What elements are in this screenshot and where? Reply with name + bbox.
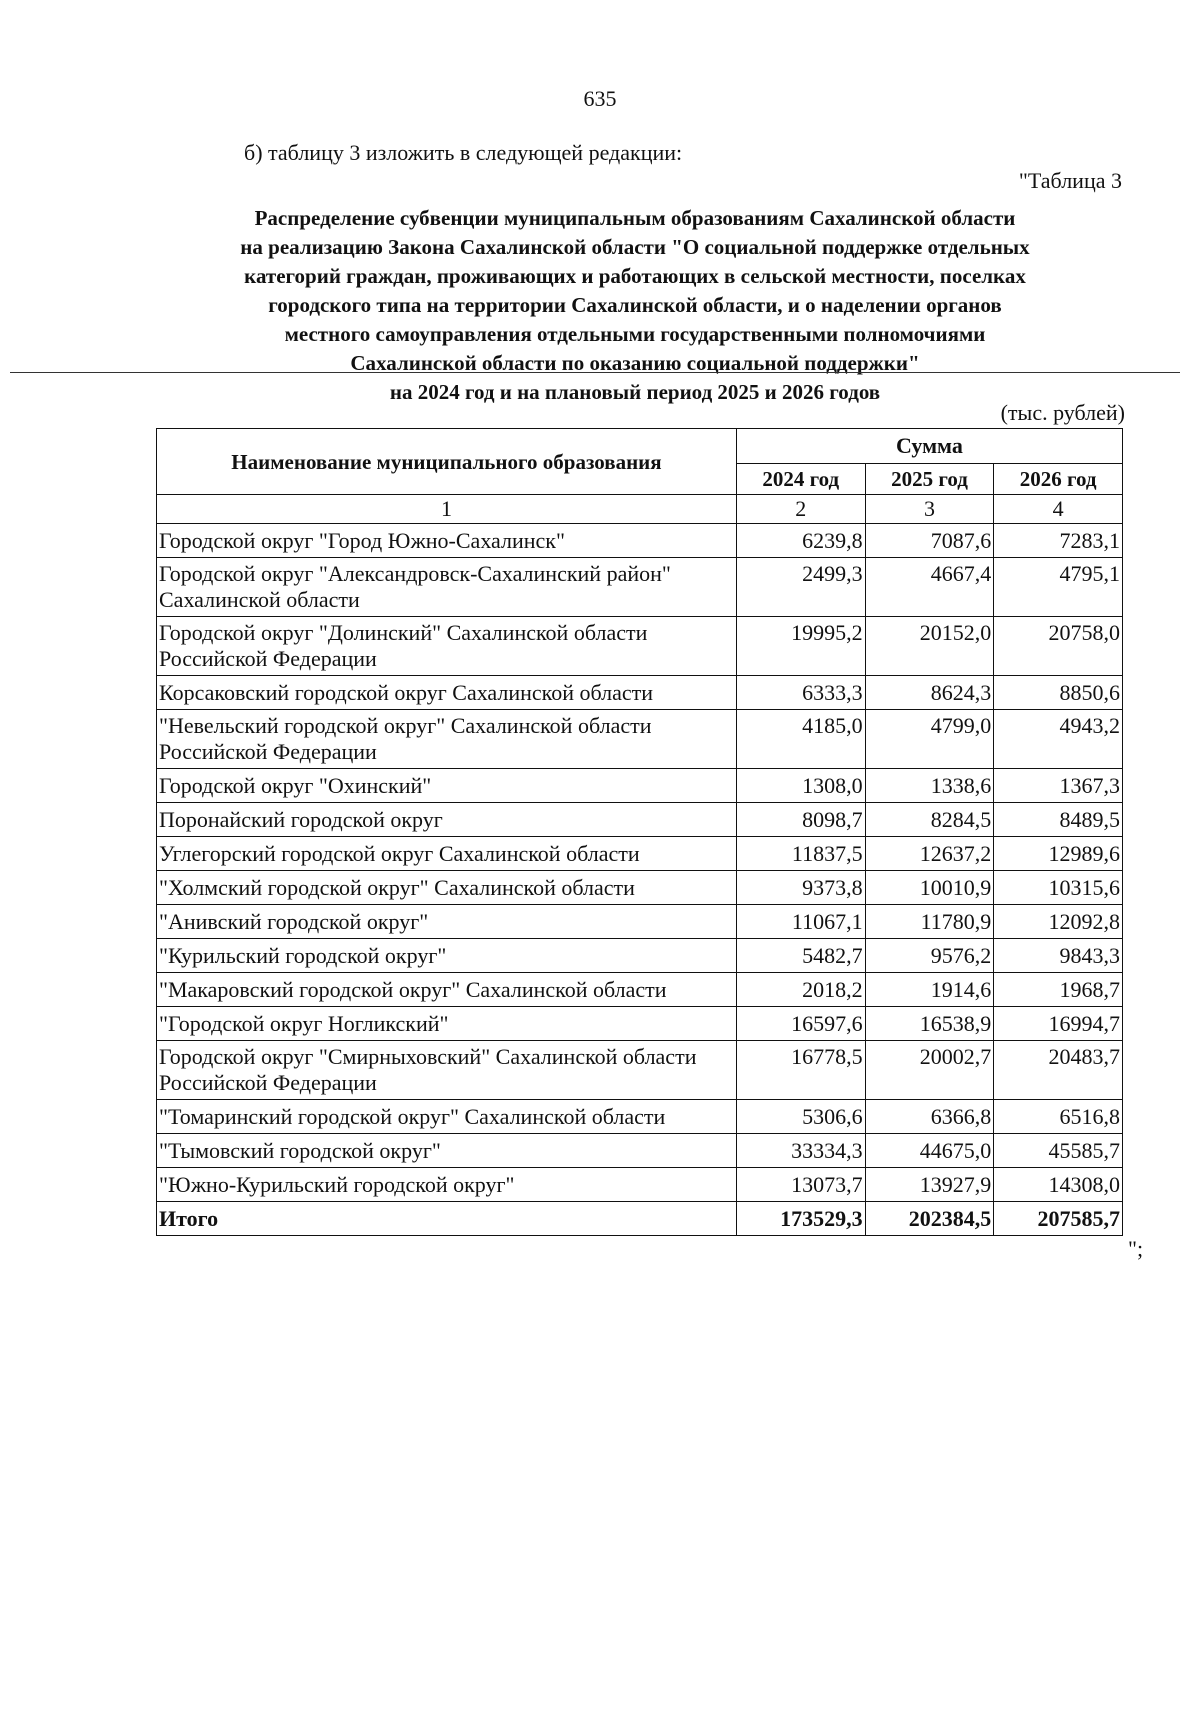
horizontal-rule bbox=[10, 372, 1180, 373]
value-2026: 16994,7 bbox=[994, 1007, 1123, 1041]
total-label: Итого bbox=[157, 1202, 737, 1236]
value-2026: 45585,7 bbox=[994, 1134, 1123, 1168]
value-2026: 1968,7 bbox=[994, 973, 1123, 1007]
row-name: "Тымовский городской округ" bbox=[157, 1134, 737, 1168]
value-2024: 11837,5 bbox=[736, 837, 865, 871]
value-2025: 8624,3 bbox=[865, 676, 994, 710]
closing-quote: "; bbox=[1128, 1236, 1144, 1261]
value-2026: 12092,8 bbox=[994, 905, 1123, 939]
title-line: на реализацию Закона Сахалинской области "О социальной поддержке отдельных bbox=[240, 235, 1030, 259]
table-row bbox=[157, 710, 1123, 769]
value-2025: 44675,0 bbox=[865, 1134, 994, 1168]
row-name: "Южно-Курильский городской округ" bbox=[157, 1168, 737, 1202]
value-2026: 7283,1 bbox=[994, 524, 1123, 558]
value-2024: 2018,2 bbox=[736, 973, 865, 1007]
value-2024: 8098,7 bbox=[736, 803, 865, 837]
header-sum: Сумма bbox=[736, 429, 1122, 464]
table-row bbox=[157, 973, 1123, 1007]
value-2024: 4185,0 bbox=[736, 710, 865, 769]
table-row bbox=[157, 1168, 1123, 1202]
value-2026: 6516,8 bbox=[994, 1100, 1123, 1134]
value-2024: 13073,7 bbox=[736, 1168, 865, 1202]
row-name: "Томаринский городской округ" Сахалинской области bbox=[157, 1100, 737, 1134]
value-2024: 9373,8 bbox=[736, 871, 865, 905]
total-row bbox=[157, 1202, 1123, 1236]
intro-text: б) таблицу 3 изложить в следующей редакции: bbox=[244, 140, 683, 165]
row-name: Поронайский городской округ bbox=[157, 803, 737, 837]
value-2024: 6239,8 bbox=[736, 524, 865, 558]
value-2025: 4667,4 bbox=[865, 558, 994, 617]
value-2025: 7087,6 bbox=[865, 524, 994, 558]
header-year-2024: 2024 год bbox=[736, 464, 865, 495]
value-2024: 1308,0 bbox=[736, 769, 865, 803]
subvention-table bbox=[156, 428, 1123, 1236]
value-2024: 16778,5 bbox=[736, 1041, 865, 1100]
row-name: Городской округ "Охинский" bbox=[157, 769, 737, 803]
title-line: Распределение субвенции муниципальным образованиям Сахалинской области bbox=[254, 206, 1016, 230]
value-2024: 5306,6 bbox=[736, 1100, 865, 1134]
value-2025: 13927,9 bbox=[865, 1168, 994, 1202]
row-name: Городской округ "Смирныховский" Сахалинской области Российской Федерации bbox=[157, 1041, 737, 1100]
value-2026: 9843,3 bbox=[994, 939, 1123, 973]
title-line: городского типа на территории Сахалинской области, и о наделении органов bbox=[268, 293, 1002, 317]
column-number: 2 bbox=[736, 495, 865, 524]
row-name: Городской округ "Долинский" Сахалинской области Российской Федерации bbox=[157, 617, 737, 676]
table-row bbox=[157, 524, 1123, 558]
value-2026: 4943,2 bbox=[994, 710, 1123, 769]
value-2025: 20152,0 bbox=[865, 617, 994, 676]
table-row bbox=[157, 1041, 1123, 1100]
table-row bbox=[157, 1100, 1123, 1134]
value-2026: 8850,6 bbox=[994, 676, 1123, 710]
total-2024: 173529,3 bbox=[736, 1202, 865, 1236]
table-row bbox=[157, 871, 1123, 905]
value-2024: 33334,3 bbox=[736, 1134, 865, 1168]
table-row bbox=[157, 905, 1123, 939]
title-line: на 2024 год и на плановый период 2025 и 2026 годов bbox=[389, 380, 881, 404]
value-2026: 20483,7 bbox=[994, 1041, 1123, 1100]
value-2024: 11067,1 bbox=[736, 905, 865, 939]
value-2025: 1914,6 bbox=[865, 973, 994, 1007]
column-number: 3 bbox=[865, 495, 994, 524]
row-name: Городской округ "Город Южно-Сахалинск" bbox=[157, 524, 737, 558]
table-body bbox=[157, 524, 1123, 1236]
value-2025: 12637,2 bbox=[865, 837, 994, 871]
table-row bbox=[157, 558, 1123, 617]
row-name: "Курильский городской округ" bbox=[157, 939, 737, 973]
table-row bbox=[157, 1007, 1123, 1041]
value-2025: 4799,0 bbox=[865, 710, 994, 769]
row-name: Городской округ "Александровск-Сахалинский район" Сахалинской области bbox=[157, 558, 737, 617]
table-row bbox=[157, 1134, 1123, 1168]
value-2024: 19995,2 bbox=[736, 617, 865, 676]
total-2025: 202384,5 bbox=[865, 1202, 994, 1236]
table-reference: "Таблица 3 bbox=[1018, 168, 1122, 193]
table-row bbox=[157, 939, 1123, 973]
column-number: 4 bbox=[994, 495, 1123, 524]
table-row bbox=[157, 803, 1123, 837]
table-row bbox=[157, 617, 1123, 676]
value-2025: 20002,7 bbox=[865, 1041, 994, 1100]
table-row bbox=[157, 676, 1123, 710]
row-name: "Макаровский городской округ" Сахалинской области bbox=[157, 973, 737, 1007]
value-2025: 16538,9 bbox=[865, 1007, 994, 1041]
title-line: местного самоуправления отдельными государственными полномочиями bbox=[284, 322, 986, 346]
header-year-2026: 2026 год bbox=[994, 464, 1123, 495]
value-2024: 16597,6 bbox=[736, 1007, 865, 1041]
value-2026: 4795,1 bbox=[994, 558, 1123, 617]
value-2026: 20758,0 bbox=[994, 617, 1123, 676]
value-2024: 2499,3 bbox=[736, 558, 865, 617]
value-2024: 6333,3 bbox=[736, 676, 865, 710]
value-2025: 8284,5 bbox=[865, 803, 994, 837]
units-label: (тыс. рублей) bbox=[1000, 400, 1125, 425]
value-2026: 10315,6 bbox=[994, 871, 1123, 905]
row-name: "Невельский городской округ" Сахалинской области Российской Федерации bbox=[157, 710, 737, 769]
value-2025: 6366,8 bbox=[865, 1100, 994, 1134]
value-2025: 10010,9 bbox=[865, 871, 994, 905]
value-2026: 8489,5 bbox=[994, 803, 1123, 837]
title-line: Сахалинской области по оказанию социальной поддержки" bbox=[350, 351, 920, 375]
row-name: "Холмский городской округ" Сахалинской области bbox=[157, 871, 737, 905]
total-2026: 207585,7 bbox=[994, 1202, 1123, 1236]
row-name: "Городской округ Ногликский" bbox=[157, 1007, 737, 1041]
value-2025: 1338,6 bbox=[865, 769, 994, 803]
page-number: 635 bbox=[583, 86, 617, 111]
value-2026: 14308,0 bbox=[994, 1168, 1123, 1202]
value-2025: 9576,2 bbox=[865, 939, 994, 973]
row-name: Углегорский городской округ Сахалинской области bbox=[157, 837, 737, 871]
row-name: "Анивский городской округ" bbox=[157, 905, 737, 939]
table-row bbox=[157, 769, 1123, 803]
title-line: категорий граждан, проживающих и работающих в сельской местности, поселках bbox=[244, 264, 1026, 288]
column-number: 1 bbox=[157, 495, 737, 524]
row-name: Корсаковский городской округ Сахалинской области bbox=[157, 676, 737, 710]
value-2026: 12989,6 bbox=[994, 837, 1123, 871]
value-2026: 1367,3 bbox=[994, 769, 1123, 803]
header-name: Наименование муниципального образования bbox=[157, 429, 737, 495]
value-2024: 5482,7 bbox=[736, 939, 865, 973]
table-row bbox=[157, 837, 1123, 871]
value-2025: 11780,9 bbox=[865, 905, 994, 939]
header-year-2025: 2025 год bbox=[865, 464, 994, 495]
document-title bbox=[0, 204, 1200, 407]
